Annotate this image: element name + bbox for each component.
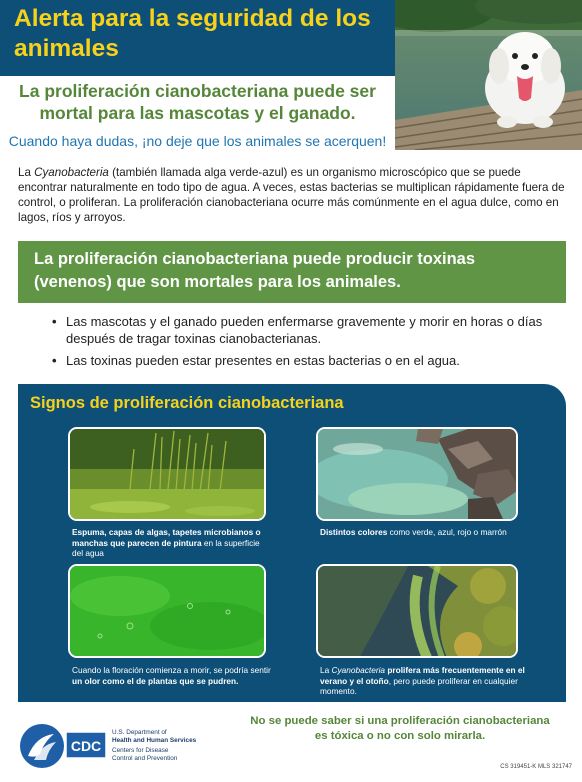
intro-rest: (también llamada alga verde-azul) es un organismo microscópico que se puede encontrar naturalmente en todo tipo de agua. A veces, estas bacterias se multiplican rápidamente fuera de control, o proliferan. La proliferación cianobacteriana ocurre más comúnmente en el agua dulce, como en lagos, ríos y arroyos. — [18, 166, 565, 224]
dept-line-1: U.S. Department of — [112, 729, 167, 736]
intro-prefix: La — [18, 166, 35, 179]
list-item — [52, 313, 552, 347]
caption-season-pre: La — [320, 665, 332, 675]
signs-section — [18, 384, 566, 702]
header-banner — [0, 0, 395, 76]
caption-colors — [320, 527, 520, 538]
intro-term: Cyanobacteria — [34, 166, 109, 179]
agency-line-1: Centers for Disease — [112, 747, 169, 754]
signs-title: Signos de proliferación cianobacteriana — [30, 394, 344, 412]
tagline: Cuando haya dudas, ¡no deje que los animales se acerquen! — [8, 133, 387, 149]
bullet-list — [52, 313, 552, 374]
list-item — [52, 352, 552, 369]
toxins-banner: La proliferación cianobacteriana puede producir toxinas (venenos) que son mortales para los animales. — [18, 241, 566, 303]
page-title: Alerta para la seguridad de los animales — [14, 5, 371, 62]
caption-smell — [72, 665, 272, 686]
caption-season-term: Cyanobacteria — [331, 665, 386, 675]
bullet-icon: • — [52, 353, 57, 368]
caption-smell-pre: Cuando la floración comienza a morir, se podría sentir — [72, 665, 271, 675]
intro-paragraph — [18, 165, 566, 225]
caption-smell-bold: un olor como el de plantas que se pudren. — [72, 675, 239, 686]
cdc-logo-text: CDC — [70, 738, 102, 754]
caption-colors-rest: como verde, azul, rojo o marrón — [387, 527, 507, 537]
bullet-text: Las toxinas pueden estar presentes en estas bacterias o en el agua. — [66, 353, 460, 368]
caption-scum — [72, 527, 272, 559]
hero-dog-photo — [395, 0, 582, 150]
cdc-hhs-logo — [18, 722, 208, 770]
aerial-bloom-photo — [316, 564, 518, 658]
dept-line-2: Health and Human Services — [112, 737, 197, 744]
subtitle: La proliferación cianobacteriana puede ser mortal para las mascotas y el ganado. — [19, 81, 376, 123]
caption-season-bold: prolifera más frecuentemente en el verano y el otoño — [320, 665, 525, 686]
scum-photo — [68, 427, 266, 521]
bullet-text: Las mascotas y el ganado pueden enfermarse gravemente y morir en horas o días después de tragar toxinas cianobacterianas. — [66, 314, 543, 346]
colors-photo — [316, 427, 518, 521]
caption-colors-bold: Distintos colores — [320, 527, 388, 537]
bullet-icon: • — [52, 314, 57, 329]
caption-season-rest: , pero puede proliferar en cualquier momento. — [320, 675, 518, 696]
footer-note: No se puede saber si una proliferación cianobacteriana es tóxica o no con solo mirarla. — [250, 715, 550, 742]
document-code: CS 319451-K MLS 321747 — [500, 764, 572, 770]
caption-season — [320, 665, 525, 697]
agency-line-2: Control and Prevention — [112, 755, 178, 762]
caption-scum-bold: Espuma, capas de algas, tapetes microbianos o manchas que parecen de pintura — [72, 527, 261, 548]
caption-scum-rest: en la superficie del agua — [72, 537, 260, 558]
dying-bloom-photo — [68, 564, 266, 658]
